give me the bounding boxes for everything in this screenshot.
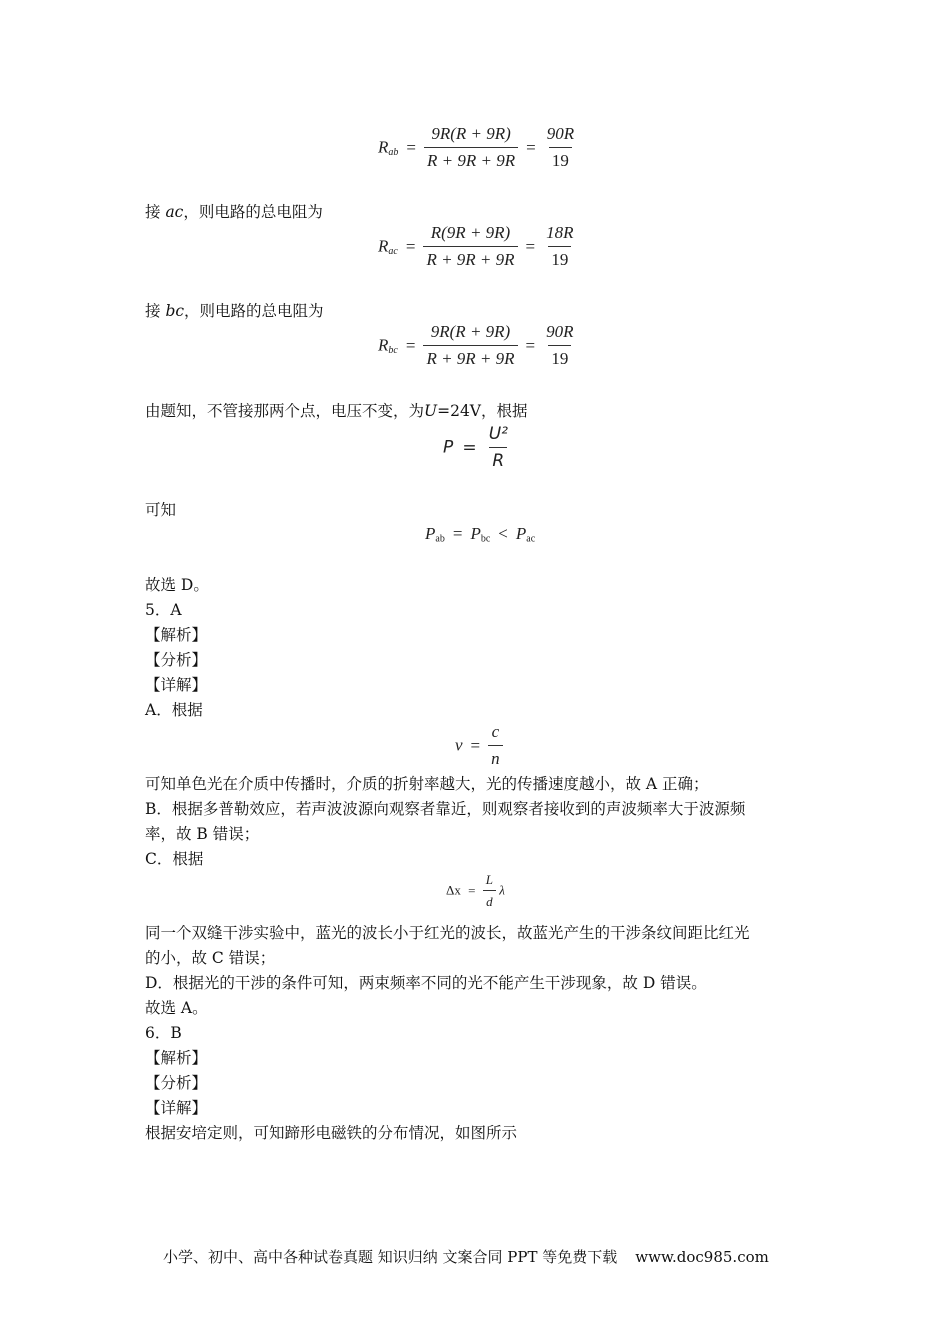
- section-fenxi: 【分析】: [145, 651, 208, 669]
- power-denominator: R: [489, 447, 507, 471]
- equals-sign: =: [470, 735, 481, 755]
- fringe-symbol: Δx: [446, 882, 461, 898]
- pab-subscript: ab: [435, 533, 445, 545]
- pbc-symbol: P: [470, 524, 481, 543]
- rbc-result-numerator: 90R: [546, 322, 574, 341]
- lambda-symbol: λ: [499, 882, 505, 898]
- equation-rab: [378, 124, 577, 171]
- section-jiexi-2: 【解析】: [145, 1049, 208, 1067]
- rbc-result-denominator: 19: [548, 345, 571, 369]
- rac-numerator: R(9R + 9R): [430, 223, 511, 242]
- question-6-answer: 6．B: [145, 1024, 182, 1042]
- rac-result-numerator: 18R: [546, 223, 574, 242]
- equals-sign: =: [452, 524, 463, 543]
- bc-variable: bc: [165, 302, 185, 320]
- equation-rac: [378, 223, 577, 270]
- text-line-ampere: 根据安培定则，可知蹄形电磁铁的分布情况，如图所示: [145, 1124, 518, 1142]
- voltage-variable: U: [424, 402, 438, 420]
- text-line-voltage: [145, 400, 528, 422]
- rbc-subscript: bc: [388, 345, 398, 357]
- equals-sign: =: [462, 437, 477, 458]
- rab-subscript: ab: [388, 147, 399, 159]
- equation-fringe: [446, 872, 505, 909]
- equals-sign: =: [405, 236, 416, 256]
- rab-result-denominator: 19: [549, 147, 572, 171]
- rbc-symbol: R: [378, 335, 389, 355]
- section-jiexi: 【解析】: [145, 626, 208, 644]
- voltage-prefix: 由题知，不管接那两个点，电压不变，为: [145, 402, 425, 420]
- less-than-sign: <: [498, 524, 508, 543]
- fringe-numerator: L: [485, 872, 493, 887]
- text-line-choose-a: 故选 A。: [145, 999, 208, 1017]
- equation-power: [443, 424, 511, 471]
- rac-result: [543, 223, 576, 270]
- speed-numerator: c: [491, 722, 500, 741]
- footer-text: 小学、初中、高中各种试卷真题 知识归纳 文案合同 PPT 等免费下载: [163, 1248, 618, 1266]
- rbc-numerator: 9R(R + 9R): [430, 322, 511, 341]
- question-5-answer: 5．A: [145, 601, 182, 619]
- fringe-fraction: [483, 872, 496, 909]
- power-symbol: P: [443, 437, 454, 458]
- pbc-subscript: bc: [480, 533, 491, 545]
- rbc-denominator: R + 9R + 9R: [423, 345, 517, 369]
- equals-sign: =: [526, 137, 536, 157]
- equals-sign: =: [405, 335, 416, 355]
- rab-fraction: [424, 124, 518, 171]
- power-fraction: [486, 424, 511, 471]
- option-c-text-2: 的小，故 C 错误；: [145, 949, 276, 967]
- bc-suffix: ，则电路的总电阻为: [184, 302, 324, 320]
- rab-symbol: R: [378, 137, 389, 157]
- rac-fraction: [423, 223, 517, 270]
- text-line-ac: [145, 201, 323, 223]
- power-numerator: U²: [488, 424, 508, 444]
- equation-compare: [425, 524, 535, 545]
- speed-symbol: v: [455, 735, 463, 755]
- option-a-basis: A．根据: [145, 701, 203, 719]
- equals-sign: =: [525, 236, 536, 256]
- rbc-fraction: [423, 322, 517, 369]
- equals-sign: =: [406, 137, 416, 157]
- ac-suffix: ，则电路的总电阻为: [183, 203, 323, 221]
- equation-speed: [455, 722, 503, 769]
- section-fenxi-2: 【分析】: [145, 1074, 208, 1092]
- footer-url[interactable]: www.doc985.com: [635, 1248, 769, 1266]
- rab-result: [544, 124, 577, 171]
- rac-result-denominator: 19: [548, 246, 571, 270]
- option-d-text: D．根据光的干涉的条件可知，两束频率不同的光不能产生干涉现象，故 D 错误。: [145, 974, 707, 992]
- option-a-text: 可知单色光在介质中传播时，介质的折射率越大，光的传播速度越小，故 A 正确；: [145, 775, 709, 793]
- text-line-bc: [145, 300, 324, 322]
- option-b-text-2: 率，故 B 错误；: [145, 825, 260, 843]
- equals-sign: =: [525, 335, 536, 355]
- text-line-choose-d: 故选 D。: [145, 576, 209, 594]
- section-xiangjie-2: 【详解】: [145, 1099, 208, 1117]
- fringe-denominator: d: [483, 890, 496, 909]
- page-footer: [163, 1246, 769, 1267]
- voltage-suffix: =24V，根据: [437, 402, 528, 420]
- option-b-text-1: B．根据多普勒效应，若声波波源向观察者靠近，则观察者接收到的声波频率大于波源频: [145, 800, 746, 818]
- pac-subscript: ac: [526, 533, 536, 545]
- speed-fraction: [488, 722, 503, 769]
- rab-result-numerator: 90R: [546, 124, 575, 143]
- rac-denominator: R + 9R + 9R: [423, 246, 517, 270]
- option-c-basis: C．根据: [145, 850, 204, 868]
- rac-subscript: ac: [388, 246, 398, 258]
- section-xiangjie: 【详解】: [145, 676, 208, 694]
- option-c-text-1: 同一个双缝干涉实验中，蓝光的波长小于红光的波长，故蓝光产生的干涉条纹间距比红光: [145, 924, 750, 942]
- equals-sign: =: [468, 882, 476, 898]
- pac-symbol: P: [515, 524, 527, 543]
- rbc-result: [543, 322, 576, 369]
- ac-variable: ac: [165, 203, 184, 221]
- rab-denominator: R + 9R + 9R: [424, 147, 518, 171]
- ac-prefix: 接: [145, 203, 166, 221]
- rac-symbol: R: [378, 236, 389, 256]
- equation-rbc: [378, 322, 577, 369]
- bc-prefix: 接: [145, 302, 166, 320]
- speed-denominator: n: [488, 745, 503, 769]
- text-line-keyi: 可知: [145, 501, 177, 519]
- rab-numerator: 9R(R + 9R): [431, 124, 511, 143]
- pab-symbol: P: [425, 524, 436, 543]
